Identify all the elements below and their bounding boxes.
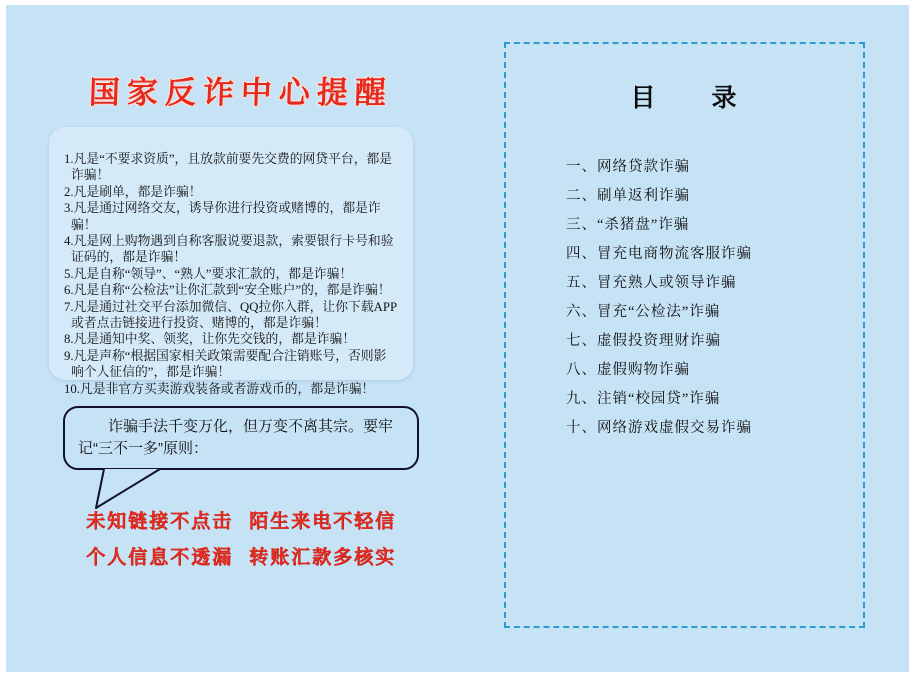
warning-item-7: 7.凡是通过社交平台添加微信、QQ拉你入群，让你下载APP或者点击链接进行投资、赌博的，都是诈骗！ — [64, 299, 398, 331]
warning-item-6: 6.凡是自称“公检法”让你汇款到“安全账户”的，都是诈骗！ — [64, 283, 391, 298]
page-background — [6, 5, 909, 672]
slogan-strange-calls: 陌生来电不轻信 — [249, 511, 397, 532]
toc-item-7: 七、虚假投资理财诈骗 — [566, 333, 721, 349]
warning-item-9: 9.凡是声称“根据国家相关政策需要配合注销账号，否则影响个人征信的”，都是诈骗！ — [64, 348, 387, 380]
warning-item-4: 4.凡是网上购物遇到自称客服说要退款，索要银行卡号和验证码的，都是诈骗！ — [64, 234, 394, 265]
toc-border-box — [504, 42, 865, 628]
toc-item-8: 八、虚假购物诈骗 — [566, 362, 690, 378]
slogan-grid — [86, 506, 396, 569]
toc-item-3: 三、“杀猪盘”诈骗 — [566, 217, 690, 233]
toc-item-10: 十、网络游戏虚假交易诈骗 — [566, 420, 752, 436]
toc-item-9: 九、注销“校园贷”诈骗 — [566, 391, 721, 407]
page-title: 国家反诈中心提醒 — [88, 75, 394, 110]
toc-item-4: 四、冒充电商物流客服诈骗 — [566, 246, 752, 262]
toc-item-5: 五、冒充熟人或领导诈骗 — [566, 275, 737, 291]
toc-item-2: 二、刷单返利诈骗 — [566, 188, 690, 204]
warning-item-5: 5.凡是自称“领导”、“熟人”要求汇款的，都是诈骗！ — [64, 266, 353, 281]
speech-bubble-text: 诈骗手法千变万化，但万变不离其宗。要牢记“三不一多”原则： — [78, 418, 394, 457]
warning-item-3: 3.凡是通过网络交友，诱导你进行投资或赌博的，都是诈骗！ — [64, 201, 381, 232]
slogan-personal-info: 个人信息不透漏 — [86, 547, 234, 568]
toc-title: 目 录 — [630, 84, 739, 112]
toc-item-6: 六、冒充“公检法”诈骗 — [566, 304, 721, 320]
warning-item-1: 1.凡是“不要求资质”，且放款前要先交费的网贷平台，都是诈骗！ — [64, 152, 393, 183]
slogan-verify-transfer: 转账汇款多核实 — [249, 547, 397, 568]
toc-item-1: 一、网络贷款诈骗 — [566, 159, 690, 175]
toc-list — [506, 153, 863, 443]
slogan-unknown-links: 未知链接不点击 — [86, 511, 234, 532]
warning-item-10: 10.凡是非官方买卖游戏装备或者游戏币的，都是诈骗！ — [64, 381, 375, 396]
warning-list-box — [49, 127, 413, 396]
speech-bubble — [63, 406, 419, 470]
warning-item-8: 8.凡是通知中奖、领奖，让你先交钱的，都是诈骗！ — [64, 332, 356, 347]
warning-item-2: 2.凡是刷单，都是诈骗！ — [64, 184, 202, 199]
